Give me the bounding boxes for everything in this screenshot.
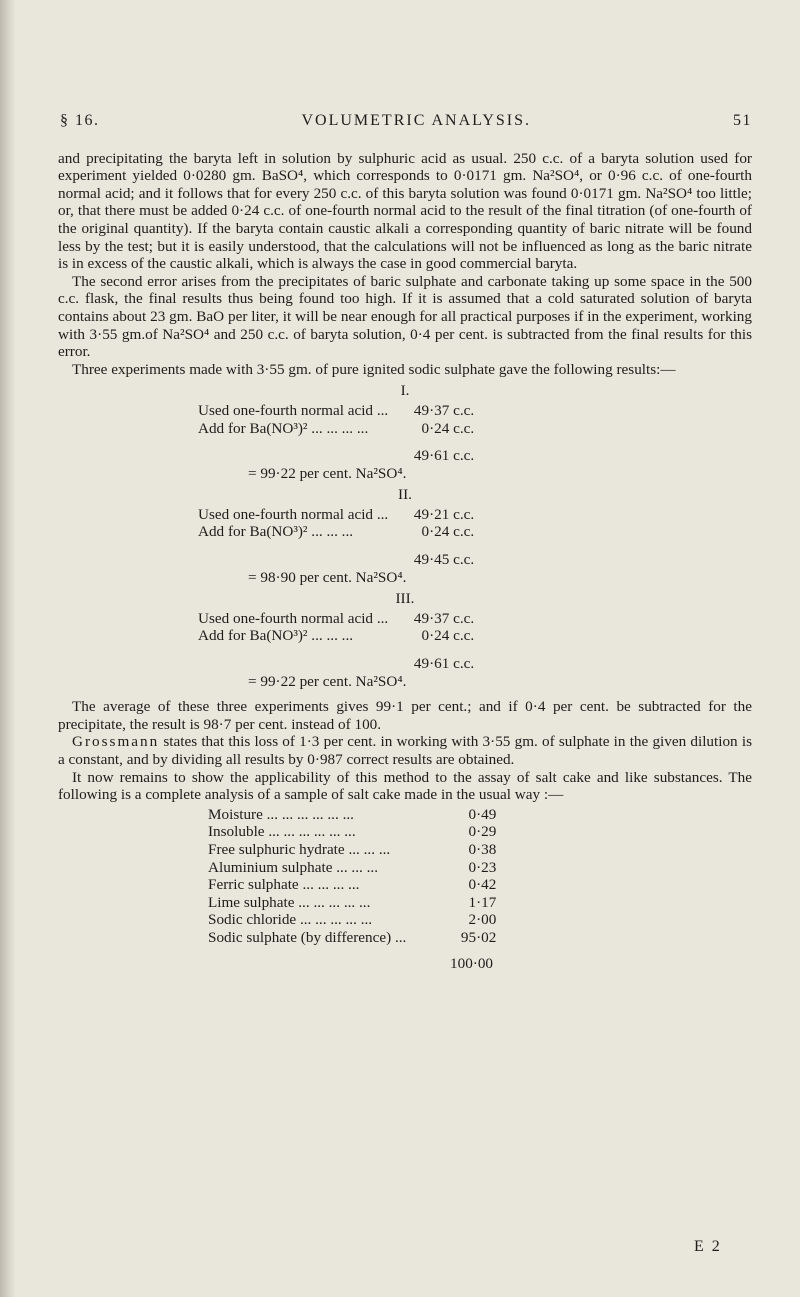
paragraph-3: Three experiments made with 3·55 gm. of pure ignited sodic sulphate gave the following results:— [72,360,676,378]
assay-intro: It now remains to show the applicability of this method to the assay of salt cake and like substances. The following is a complete analysis of a sample of salt cake made in the usual way :— [58,768,752,804]
section-mark: § 16. [60,112,100,129]
experiment-2 [58,486,752,586]
row-label: Add for Ba(NO³)² ... ... ... [198,523,354,541]
table-row [208,894,496,912]
total-row [198,541,474,569]
row-value: 0·24 c.c. [421,419,475,437]
row-value: 0·29 [468,823,497,841]
table-row [208,806,496,824]
table-row [198,610,474,628]
table-row [208,841,496,859]
row-value: 0·42 [468,876,497,894]
total-row [198,645,474,673]
paragraph-1: and precipitating the baryta left in solution by sulphuric acid as usual. 250 c.c. of a baryta solution used for experiment yielded 0·0280 gm. BaSO⁴, which corresponds to 0·0171 gm. Na²SO⁴, or 0·96 c.c. of one-fourth normal acid; and it follows that for every 250 c.c. of this baryta solution was found 0·0171 gm. Na²SO⁴ too little; or, that there must be added 0·24 c.c. of one-fourth normal acid to the result of the final titration (of one-fourth of the original quantity). If the baryta contain caustic alkali a corresponding quantity of baric nitrate will be found less by the test; but it is easily understood, that the calculations will not be influenced as long as the baric nitrate is in excess of the caustic alkali, which is always the case in good commercial baryta. [58,149,752,273]
experiment-result: = 98·90 per cent. Na²SO⁴. [248,568,407,586]
row-value: 0·24 c.c. [421,627,475,645]
table-row [198,402,474,420]
table-row [198,627,474,645]
table-row [198,506,474,524]
table-row [198,420,474,438]
row-label: Free sulphuric hydrate ... ... ... [208,840,391,858]
row-label: Ferric sulphate ... ... ... ... [208,876,360,894]
row-label: Used one-fourth normal acid ... [198,505,389,523]
experiment-heading: III. [395,590,415,608]
table-row [208,911,496,929]
row-label: Sodic sulphate (by difference) ... [208,928,407,946]
row-label: Add for Ba(NO³)² ... ... ... [198,627,354,645]
experiment-3 [58,590,752,690]
total-row [198,437,474,465]
experiment-1 [58,382,752,482]
experiment-heading: II. [398,486,412,504]
row-value: 0·49 [468,805,497,823]
grossmann-text: states that this loss of 1·3 per cent. in working with 3·55 gm. of sulphate in the given dilution is a constant, and by dividing all results by 0·987 correct results are obtained. [58,733,752,768]
table-row [208,859,496,877]
row-label: Used one-fourth normal acid ... [198,609,389,627]
book-page [58,112,752,972]
table-row [208,823,496,841]
experiment-heading: I. [400,382,410,400]
row-label: Add for Ba(NO³)² ... ... ... ... [198,419,369,437]
table-row [208,929,496,947]
table-row [198,523,474,541]
row-value: 0·24 c.c. [421,523,475,541]
row-label: Moisture ... ... ... ... ... ... [208,805,354,823]
row-value: 0·38 [468,840,497,858]
row-label: Used one-fourth normal acid ... [198,401,389,419]
row-value: 49·37 c.c. [413,401,475,419]
book-spine-shadow [0,0,16,1297]
signature-mark: E 2 [694,1238,722,1255]
author-name: Grossmann [72,733,160,751]
running-title: VOLUMETRIC ANALYSIS. [301,112,531,129]
row-label: Aluminium sulphate ... ... ... [208,858,379,876]
row-value: 49·37 c.c. [413,609,475,627]
row-label: Sodic chloride ... ... ... ... ... [208,911,373,929]
row-value: 0·23 [468,858,497,876]
page-header [58,112,752,130]
table-row [208,876,496,894]
experiment-table [198,402,474,465]
row-value: 49·21 c.c. [413,505,475,523]
row-value: 95·02 [460,928,497,946]
row-value: 1·17 [468,893,497,911]
grossmann-paragraph [58,733,752,768]
row-label: Lime sulphate ... ... ... ... ... [208,893,371,911]
row-value: 2·00 [468,911,497,929]
experiment-table [198,610,474,673]
paragraph-2: The second error arises from the precipitates of baric sulphate and carbonate taking up some space in the 500 c.c. flask, the final results thus being found too high. If it is assumed that a cold saturated solution of baryta contains about 23 gm. BaO per liter, it will be near enough for all practical purposes if in the experiment, working with 3·55 gm.of Na²SO⁴ and 250 c.c. of baryta solution, 0·4 per cent. is subtracted from the final results for this error. [58,272,752,361]
experiment-result: = 99·22 per cent. Na²SO⁴. [248,672,407,690]
experiment-table [198,506,474,569]
page-number: 51 [732,112,752,129]
total-value: 49·61 c.c. [413,655,475,673]
row-label: Insoluble ... ... ... ... ... ... [208,823,356,841]
average-paragraph: The average of these three experiments gives 99·1 per cent.; and if 0·4 per cent. be subtracted for the precipitate, the result is 98·7 per cent. instead of 100. [58,698,752,733]
salt-cake-analysis-table [208,806,496,947]
total-value: 49·45 c.c. [413,551,475,569]
experiment-result: = 99·22 per cent. Na²SO⁴. [248,464,407,482]
total-value: 49·61 c.c. [413,447,475,465]
assay-total: 100·00 [450,954,494,972]
